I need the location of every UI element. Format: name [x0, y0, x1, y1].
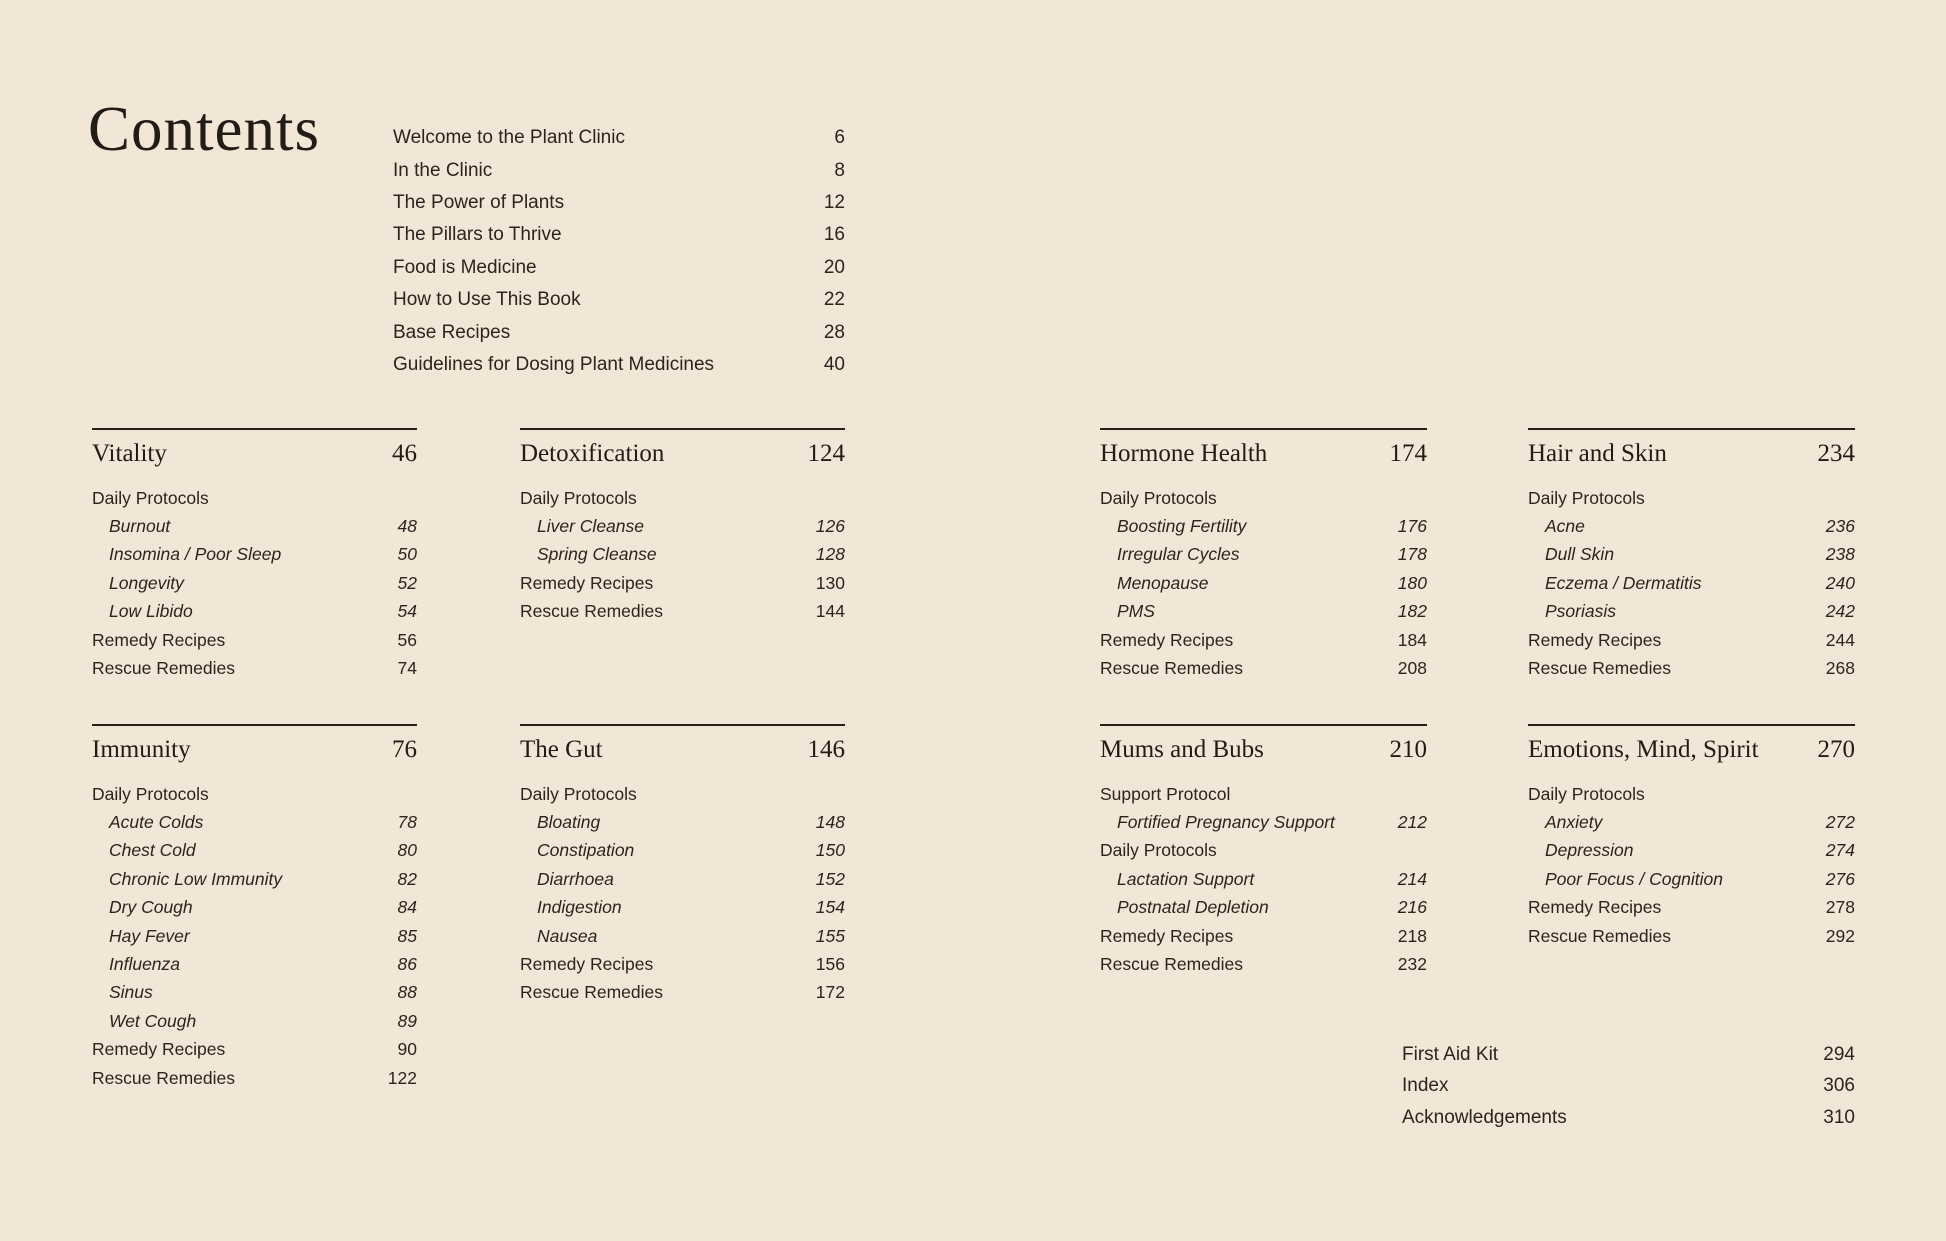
section-title: Vitality	[92, 440, 167, 467]
toc-entry-page-number: 50	[397, 544, 417, 565]
section-header	[92, 440, 417, 470]
toc-entry-label: Rescue Remedies	[92, 658, 235, 679]
section-entries	[1100, 484, 1427, 683]
toc-entry-page-number: 155	[815, 925, 845, 946]
toc-entry-page-number: 178	[1397, 544, 1427, 565]
toc-entry-label: Wet Cough	[109, 1010, 197, 1031]
intro-item-row	[393, 219, 845, 251]
toc-entry-page-number: 216	[1397, 897, 1427, 918]
toc-entry-label: Remedy Recipes	[1528, 897, 1662, 918]
back-matter-item-row	[1402, 1039, 1855, 1071]
toc-entry-label: Anxiety	[1545, 812, 1603, 833]
intro-item-row	[393, 122, 845, 154]
toc-entry-label: Irregular Cycles	[1117, 544, 1240, 565]
toc-entry-label: Sinus	[109, 982, 153, 1003]
toc-entry-row	[1100, 894, 1427, 922]
toc-entry-row	[92, 950, 417, 978]
toc-entry-page-number: 90	[397, 1039, 417, 1060]
section-mums-and-bubs	[1100, 724, 1427, 979]
toc-entry-label: Depression	[1545, 840, 1634, 861]
toc-entry-row	[92, 541, 417, 569]
section-entries	[1528, 484, 1855, 683]
toc-entry-row	[92, 922, 417, 950]
toc-entry-row	[92, 894, 417, 922]
toc-entry-page-number: 172	[815, 982, 845, 1003]
toc-entry-label: Spring Cleanse	[537, 544, 657, 565]
toc-entry-label: Daily Protocols	[520, 783, 637, 804]
intro-item-page-number: 22	[823, 289, 845, 311]
toc-entry-label: Remedy Recipes	[1100, 629, 1234, 650]
section-entries	[520, 484, 845, 626]
toc-entry-label: Longevity	[109, 572, 184, 593]
toc-entry-row	[92, 780, 417, 808]
toc-entry-row	[520, 950, 845, 978]
toc-entry-page-number: 130	[815, 572, 845, 593]
toc-entry-row	[1100, 780, 1427, 808]
toc-entry-row	[1100, 626, 1427, 654]
toc-entry-label: Rescue Remedies	[520, 982, 663, 1003]
section-page-number: 46	[392, 440, 417, 467]
toc-entry-label: Remedy Recipes	[92, 629, 226, 650]
intro-item-row	[393, 316, 845, 348]
toc-entry-page-number: 52	[397, 572, 417, 593]
intro-item-label: Welcome to the Plant Clinic	[393, 127, 625, 149]
section-page-number: 76	[392, 736, 417, 763]
section-header	[1528, 440, 1855, 470]
toc-entry-page-number: 48	[397, 516, 417, 537]
toc-entry-row	[92, 484, 417, 512]
toc-entry-row	[520, 808, 845, 836]
back-matter-item-label: Acknowledgements	[1402, 1106, 1567, 1128]
section-hormone-health	[1100, 428, 1427, 683]
toc-entry-page-number: 84	[397, 897, 417, 918]
section-entries	[520, 780, 845, 1007]
toc-entry-label: Daily Protocols	[1100, 487, 1217, 508]
toc-entry-row	[1528, 894, 1855, 922]
section-title: Hair and Skin	[1528, 440, 1667, 467]
toc-entry-page-number: 212	[1397, 812, 1427, 833]
toc-entry-row	[1100, 598, 1427, 626]
toc-entry-row	[92, 979, 417, 1007]
toc-entry-label: Menopause	[1117, 572, 1209, 593]
toc-entry-label: Liver Cleanse	[537, 516, 644, 537]
toc-entry-label: PMS	[1117, 601, 1155, 622]
toc-entry-label: Remedy Recipes	[520, 954, 654, 975]
toc-entry-page-number: 89	[397, 1010, 417, 1031]
section-title: Mums and Bubs	[1100, 736, 1264, 763]
intro-item-page-number: 16	[823, 224, 845, 246]
toc-entry-row	[520, 894, 845, 922]
toc-entry-row	[92, 808, 417, 836]
toc-entry-page-number: 152	[815, 868, 845, 889]
toc-entry-page-number: 276	[1825, 868, 1855, 889]
toc-entry-row	[92, 1036, 417, 1064]
section-page-number: 174	[1389, 440, 1427, 467]
toc-entry-page-number: 82	[397, 868, 417, 889]
toc-entry-row	[520, 780, 845, 808]
toc-entry-row	[1528, 512, 1855, 540]
toc-entry-page-number: 208	[1397, 658, 1427, 679]
section-page-number: 210	[1389, 736, 1427, 763]
section-immunity	[92, 724, 417, 1092]
intro-item-label: Food is Medicine	[393, 256, 537, 278]
toc-entry-label: Poor Focus / Cognition	[1545, 868, 1724, 889]
toc-entry-label: Hay Fever	[109, 925, 190, 946]
toc-entry-row	[520, 837, 845, 865]
toc-entry-row	[92, 598, 417, 626]
toc-entry-label: Dull Skin	[1545, 544, 1615, 565]
back-matter-item-label: Index	[1402, 1075, 1449, 1097]
section-entries	[92, 484, 417, 683]
toc-entry-row	[92, 1064, 417, 1092]
toc-entry-row	[520, 865, 845, 893]
toc-entry-page-number: 78	[397, 812, 417, 833]
intro-item-row	[393, 187, 845, 219]
toc-entry-row	[92, 512, 417, 540]
toc-entry-page-number: 74	[397, 658, 417, 679]
toc-entry-label: Diarrhoea	[537, 868, 614, 889]
toc-entry-label: Low Libido	[109, 601, 193, 622]
toc-entry-label: Rescue Remedies	[1100, 954, 1243, 975]
intro-item-page-number: 40	[823, 353, 845, 375]
intro-item-label: The Power of Plants	[393, 191, 565, 213]
toc-entry-label: Rescue Remedies	[92, 1067, 235, 1088]
section-the-gut	[520, 724, 845, 1007]
section-page-number: 270	[1817, 736, 1855, 763]
toc-entry-label: Remedy Recipes	[520, 572, 654, 593]
section-page-number: 124	[807, 440, 845, 467]
toc-entry-label: Remedy Recipes	[1100, 925, 1234, 946]
toc-entry-page-number: 180	[1397, 572, 1427, 593]
page-title: Contents	[88, 94, 321, 164]
toc-entry-label: Burnout	[109, 516, 171, 537]
toc-entry-page-number: 156	[815, 954, 845, 975]
toc-entry-label: Rescue Remedies	[520, 601, 663, 622]
toc-entry-page-number: 236	[1825, 516, 1855, 537]
toc-entry-page-number: 128	[815, 544, 845, 565]
toc-entry-page-number: 88	[397, 982, 417, 1003]
toc-entry-page-number: 126	[815, 516, 845, 537]
intro-item-page-number: 12	[823, 191, 845, 213]
back-matter-list	[1402, 1039, 1855, 1134]
toc-entry-label: Psoriasis	[1545, 601, 1616, 622]
section-vitality	[92, 428, 417, 683]
toc-entry-row	[1100, 922, 1427, 950]
toc-entry-label: Constipation	[537, 840, 635, 861]
toc-entry-label: Acne	[1545, 516, 1585, 537]
section-header	[1528, 736, 1855, 766]
toc-entry-page-number: 86	[397, 954, 417, 975]
section-header	[1100, 440, 1427, 470]
toc-entry-row	[92, 1007, 417, 1035]
toc-entry-label: Rescue Remedies	[1528, 925, 1671, 946]
toc-entry-label: Rescue Remedies	[1528, 658, 1671, 679]
toc-entry-label: Eczema / Dermatitis	[1545, 572, 1702, 593]
toc-entry-page-number: 232	[1397, 954, 1427, 975]
toc-entry-page-number: 242	[1825, 601, 1855, 622]
toc-entry-row	[1100, 950, 1427, 978]
toc-entry-label: Insomina / Poor Sleep	[109, 544, 282, 565]
intro-item-label: Base Recipes	[393, 321, 511, 343]
toc-entry-page-number: 218	[1397, 925, 1427, 946]
toc-entry-page-number: 80	[397, 840, 417, 861]
toc-entry-row	[92, 626, 417, 654]
toc-entry-page-number: 278	[1825, 897, 1855, 918]
toc-entry-label: Indigestion	[537, 897, 622, 918]
back-matter-item-page-number: 294	[1823, 1043, 1855, 1065]
intro-item-label: In the Clinic	[393, 159, 493, 181]
toc-entry-row	[1528, 654, 1855, 682]
intro-item-page-number: 8	[834, 159, 845, 181]
section-entries	[1100, 780, 1427, 979]
section-entries	[1528, 780, 1855, 950]
toc-entry-page-number: 268	[1825, 658, 1855, 679]
toc-entry-label: Daily Protocols	[92, 783, 209, 804]
section-header	[520, 736, 845, 766]
toc-entry-page-number: 122	[387, 1067, 417, 1088]
toc-entry-row	[1528, 780, 1855, 808]
toc-entry-label: Chronic Low Immunity	[109, 868, 283, 889]
toc-entry-row	[1528, 626, 1855, 654]
intro-item-label: How to Use This Book	[393, 289, 581, 311]
toc-entry-row	[520, 484, 845, 512]
toc-entry-label: Acute Colds	[109, 812, 204, 833]
toc-entry-page-number: 292	[1825, 925, 1855, 946]
back-matter-item-row	[1402, 1071, 1855, 1103]
toc-entry-label: Daily Protocols	[1528, 783, 1645, 804]
section-header	[92, 736, 417, 766]
section-hair-and-skin	[1528, 428, 1855, 683]
toc-entry-row	[1100, 654, 1427, 682]
toc-entry-row	[1100, 541, 1427, 569]
toc-entry-page-number: 85	[397, 925, 417, 946]
section-page-number: 146	[807, 736, 845, 763]
intro-item-page-number: 20	[823, 256, 845, 278]
section-header	[520, 440, 845, 470]
toc-entry-row	[1528, 922, 1855, 950]
toc-entry-page-number: 54	[397, 601, 417, 622]
toc-entry-label: Remedy Recipes	[92, 1039, 226, 1060]
intro-item-label: The Pillars to Thrive	[393, 224, 562, 246]
intro-item-label: Guidelines for Dosing Plant Medicines	[393, 353, 715, 375]
toc-entry-row	[1100, 865, 1427, 893]
intro-item-row	[393, 349, 845, 381]
toc-entry-row	[1100, 808, 1427, 836]
toc-entry-label: Rescue Remedies	[1100, 658, 1243, 679]
toc-entry-row	[520, 541, 845, 569]
intro-item-page-number: 6	[834, 127, 845, 149]
back-matter-item-page-number: 306	[1823, 1075, 1855, 1097]
toc-entry-row	[1100, 837, 1427, 865]
toc-entry-page-number: 182	[1397, 601, 1427, 622]
section-detoxification	[520, 428, 845, 626]
toc-entry-label: Postnatal Depletion	[1117, 897, 1269, 918]
section-title: The Gut	[520, 736, 603, 763]
toc-entry-page-number: 150	[815, 840, 845, 861]
toc-entry-page-number: 238	[1825, 544, 1855, 565]
toc-entry-row	[92, 654, 417, 682]
toc-entry-row	[92, 837, 417, 865]
toc-entry-label: Boosting Fertility	[1117, 516, 1247, 537]
toc-entry-page-number: 144	[815, 601, 845, 622]
toc-entry-label: Daily Protocols	[520, 487, 637, 508]
toc-entry-row	[1528, 569, 1855, 597]
toc-entry-label: Dry Cough	[109, 897, 193, 918]
section-title: Hormone Health	[1100, 440, 1268, 467]
toc-entry-page-number: 272	[1825, 812, 1855, 833]
toc-entry-row	[92, 865, 417, 893]
toc-entry-row	[1528, 484, 1855, 512]
back-matter-item-page-number: 310	[1823, 1106, 1855, 1128]
back-matter-item-label: First Aid Kit	[1402, 1043, 1499, 1065]
toc-entry-label: Daily Protocols	[92, 487, 209, 508]
toc-entry-row	[520, 922, 845, 950]
toc-entry-row	[1528, 865, 1855, 893]
toc-entry-row	[92, 569, 417, 597]
toc-entry-row	[1100, 512, 1427, 540]
intro-item-row	[393, 154, 845, 186]
toc-entry-label: Remedy Recipes	[1528, 629, 1662, 650]
toc-entry-label: Daily Protocols	[1100, 840, 1217, 861]
toc-entry-page-number: 240	[1825, 572, 1855, 593]
toc-entry-page-number: 244	[1825, 629, 1855, 650]
intro-item-row	[393, 284, 845, 316]
toc-entry-page-number: 148	[815, 812, 845, 833]
toc-entry-row	[520, 512, 845, 540]
toc-entry-page-number: 214	[1397, 868, 1427, 889]
toc-entry-label: Daily Protocols	[1528, 487, 1645, 508]
back-matter-item-row	[1402, 1102, 1855, 1134]
toc-entry-page-number: 176	[1397, 516, 1427, 537]
toc-entry-label: Nausea	[537, 925, 598, 946]
toc-entry-row	[1528, 541, 1855, 569]
section-header	[1100, 736, 1427, 766]
toc-entry-row	[520, 598, 845, 626]
toc-entry-page-number: 154	[815, 897, 845, 918]
toc-entry-row	[1528, 808, 1855, 836]
toc-entry-label: Influenza	[109, 954, 181, 975]
section-title: Detoxification	[520, 440, 665, 467]
toc-entry-label: Lactation Support	[1117, 868, 1255, 889]
toc-entry-page-number: 56	[397, 629, 417, 650]
toc-entry-label: Chest Cold	[109, 840, 196, 861]
toc-entry-page-number: 184	[1397, 629, 1427, 650]
intro-item-row	[393, 252, 845, 284]
toc-entry-row	[520, 569, 845, 597]
toc-entry-row	[1528, 837, 1855, 865]
section-emotions-mind-spirit	[1528, 724, 1855, 950]
section-title: Emotions, Mind, Spirit	[1528, 736, 1759, 763]
toc-entry-row	[1100, 484, 1427, 512]
toc-entry-row	[1528, 598, 1855, 626]
toc-entry-page-number: 274	[1825, 840, 1855, 861]
toc-entry-label: Bloating	[537, 812, 601, 833]
toc-entry-label: Support Protocol	[1100, 783, 1231, 804]
toc-entry-label: Fortified Pregnancy Support	[1117, 812, 1335, 833]
toc-entry-row	[520, 979, 845, 1007]
intro-item-page-number: 28	[823, 321, 845, 343]
intro-toc-list	[393, 122, 845, 381]
section-entries	[92, 780, 417, 1092]
section-title: Immunity	[92, 736, 191, 763]
section-page-number: 234	[1817, 440, 1855, 467]
toc-entry-row	[1100, 569, 1427, 597]
